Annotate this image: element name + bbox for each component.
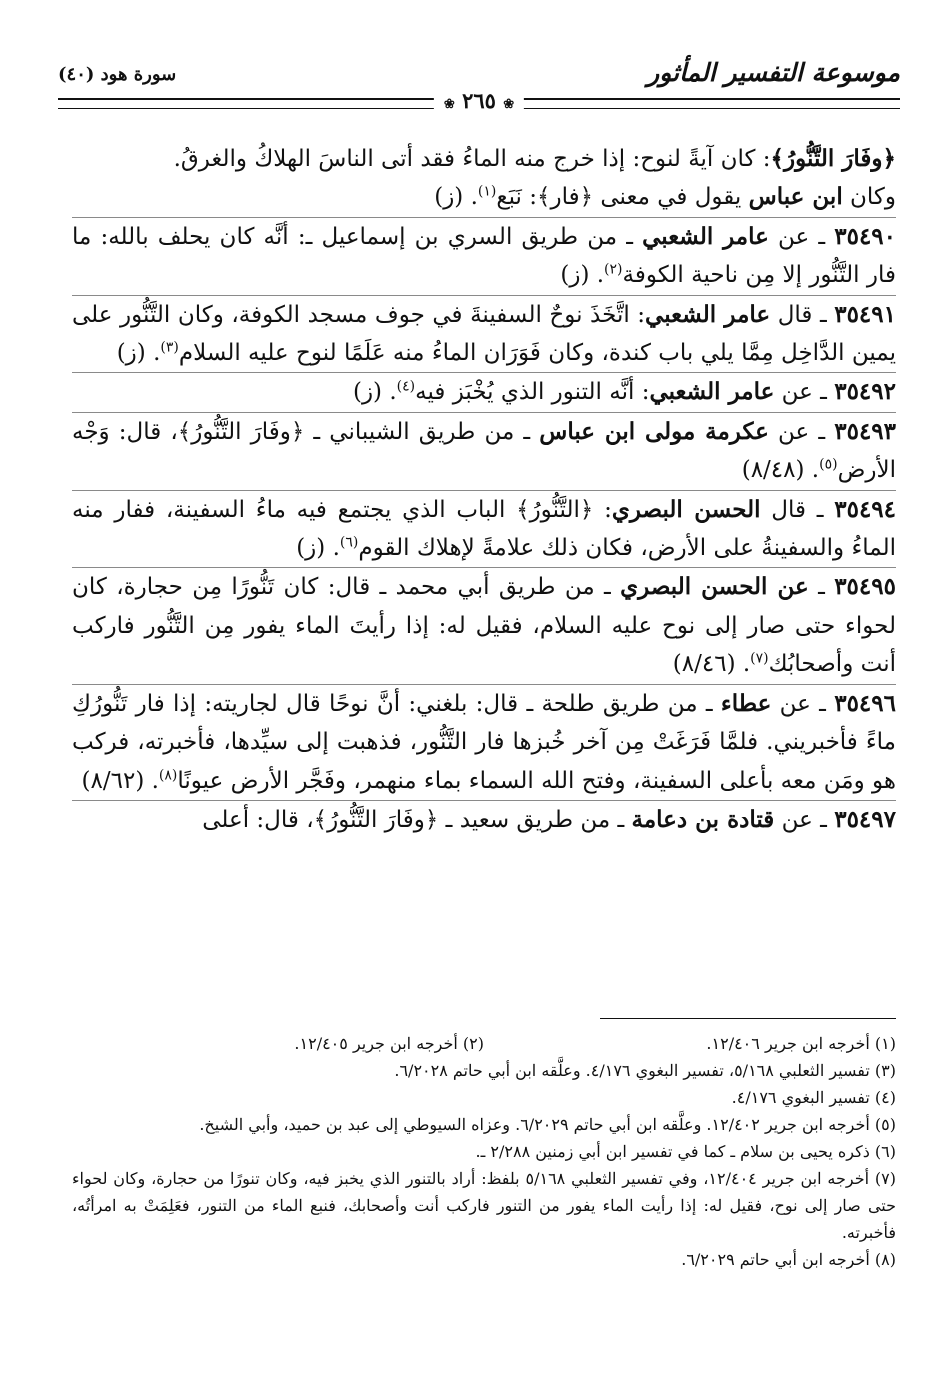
citation: . (٨/٤٦) — [672, 651, 751, 678]
citation: . (ز) — [116, 340, 161, 367]
footnote: (٤) تفسير البغوي ٤/١٧٦. — [731, 1088, 896, 1107]
narration-number: ٣٥٤٩٣ — [834, 417, 897, 445]
narration-number: ٣٥٤٩٤ — [834, 495, 897, 523]
footnote: (٢) أخرجه ابن جرير ١٢/٤٠٥. — [294, 1034, 484, 1053]
paragraph-text: ـ من طريق الشيباني ـ ﴿وفَارَ التَّنُّورُ﴾، قال: وَجْه الأرض — [72, 418, 896, 484]
narrator-name: عطاء — [720, 689, 772, 717]
paragraph-pre: ـ — [808, 574, 835, 601]
paragraph — [72, 490, 896, 568]
narrator-name: الحسن البصري — [611, 495, 761, 523]
paragraph-text: : ﴿التَّنُّورُ﴾ الباب الذي يجتمع فيه ماءُ السفينة، ففار منه الماءُ والسفينةُ على الأرض، فكان ذلك علامةً لإهلاك القوم — [72, 496, 896, 562]
citation: . (ز) — [352, 379, 397, 406]
footnote: (٧) أخرجه ابن جرير ١٢/٤٠٤، وفي تفسير الثعلبي ٥/١٦٨ بلفظ: أراد بالتنور الذي يخبز فيه، وكان تنورًا من حجارة، وكان لحواء حتى صار إلى نوح، فقيل له: إذا رأيت الماء يفور من التنور فاركب أنت وأصحابك، فنبع الماء من التنور، فعَلِمَتْ به امرأتُه، فأخبرته. — [72, 1169, 896, 1242]
paragraph-pre: ـ عن — [774, 379, 835, 406]
narration-number: ٣٥٤٩١ — [834, 300, 896, 328]
narrator-name: عامر الشعبي — [642, 222, 769, 250]
footnote-marker[interactable]: (٢) — [604, 261, 623, 278]
paragraph-pre: ـ عن — [771, 690, 835, 717]
narration-number: ٣٥٤٩٦ — [834, 689, 896, 717]
paragraph-text: ـ من طريق سعيد ـ ﴿وفَارَ التَّنُّورُ﴾، قال: أعلى — [202, 806, 632, 833]
paragraph — [72, 140, 896, 217]
citation: . (ز) — [296, 535, 340, 562]
footnote-row — [72, 1030, 896, 1057]
narration-number: ٣٥٤٩٧ — [834, 805, 896, 833]
footnotes — [72, 1030, 896, 1273]
citation: . (٨/٤٨) — [741, 457, 820, 484]
footnote-rule — [600, 1018, 896, 1019]
quran-quote: ﴿وفَارَ التَّنُّورُ﴾ — [770, 145, 896, 172]
paragraph-pre: ـ عن — [774, 806, 835, 833]
paragraph-pre: ـ قال — [760, 496, 835, 523]
footnote: (٦) ذكره يحيى بن سلام ـ كما في تفسير ابن أبي زمنين ٢/٢٨٨ ـ. — [475, 1142, 896, 1161]
paragraph-pre: ـ عن — [768, 223, 835, 250]
paragraph-pre: وكان — [842, 184, 896, 211]
footnote-marker[interactable]: (٥) — [819, 456, 838, 473]
footnote-marker[interactable]: (٧) — [750, 650, 769, 667]
ornament-icon: ❀ — [503, 97, 515, 112]
footnote: (٥) أخرجه ابن جرير ١٢/٤٠٢. وعلَّقه ابن أبي حاتم ٦/٢٠٢٩. وعزاه السيوطي إلى عبد بن حميد، وأبي الشيخ. — [199, 1115, 896, 1134]
footnote-marker[interactable]: (٤) — [396, 378, 416, 395]
running-title: موسوعة التفسير المأثور — [647, 58, 900, 87]
footnote-marker[interactable]: (١) — [477, 183, 497, 200]
footnote: (١) أخرجه ابن جرير ١٢/٤٠٦. — [706, 1034, 896, 1053]
paragraph-text: : اتَّخَذَ نوحٌ السفينةَ في جوف مسجد الكوفة، وكان التَّنُّور على يمين الدَّاخِل مِمَّا يلي باب كندة، وكان فَوَرَان الماءُ منه عَلَمًا لنوح عليه السلام — [72, 301, 896, 367]
paragraph-text: ـ من طريق السري بن إسماعيل ـ: أنَّه كان يحلف بالله: ما فار التَّنُّور إلا مِن ناحية الكوفة — [72, 223, 896, 289]
footnote-marker[interactable]: (٨) — [158, 766, 178, 783]
paragraph — [72, 684, 896, 800]
paragraph — [72, 372, 896, 411]
footnote-marker[interactable]: (٦) — [339, 534, 359, 551]
narrator-name: ابن عباس — [748, 183, 843, 211]
narration-number: ٣٥٤٩٢ — [834, 378, 896, 406]
paragraph — [72, 412, 896, 490]
paragraph-pre: ـ عن — [768, 418, 835, 445]
citation: . (ز) — [560, 262, 605, 289]
page-number — [434, 88, 524, 113]
narrator-name: قتادة بن دعامة — [631, 805, 775, 833]
narrator-name: عكرمة مولى ابن عباس — [539, 417, 769, 445]
surah-name: سورة هود (٤٠) — [58, 64, 177, 85]
footnote: (٣) تفسير الثعلبي ٥/١٦٨، تفسير البغوي ٤/١٧٦. وعلَّقه ابن أبي حاتم ٦/٢٠٢٨. — [394, 1061, 896, 1080]
paragraph-pre: ـ قال — [770, 301, 835, 328]
narration-number: ٣٥٤٩٥ — [834, 573, 896, 601]
paragraph — [72, 567, 896, 683]
footnote-marker[interactable]: (٣) — [160, 339, 179, 356]
page-number-value: ٢٦٥ — [462, 88, 496, 113]
paragraph — [72, 217, 896, 295]
page-header — [58, 58, 900, 138]
narrator-name: عن الحسن البصري — [620, 573, 809, 601]
citation: . (ز) — [434, 184, 478, 211]
narration-number: ٣٥٤٩٠ — [834, 222, 897, 250]
paragraph-text: : كان آيةً لنوح: إذا خرج منه الماءُ فقد أتى الناسَ الهلاكُ والغرقُ. — [173, 146, 771, 172]
paragraph-text: يقول في معنى ﴿فار﴾: نَبَع — [496, 184, 749, 211]
ornament-icon: ❀ — [443, 97, 455, 112]
paragraph-text: ـ من طريق طلحة ـ قال: بلغني: أنَّ نوحًا قال لجاريته: إذا فار تَنُّورُكِ ماءً فأخبريني. فلمَّا فَرَغَتْ مِن آخر خُبزها فار التَّنُّور، فذهبت إلى سيِّدها، فأخبرته، فركب هو ومَن معه بأعلى السفينة، وفتح الله السماء بماء منهمر، وفَجَّر الأرض عيونًا — [72, 690, 897, 794]
citation: . (٨/٦٢) — [81, 767, 159, 794]
paragraph — [72, 295, 896, 373]
body-text — [72, 140, 896, 839]
narrator-name: عامر الشعبي — [645, 300, 771, 328]
paragraph — [72, 800, 896, 839]
paragraph-text: ـ من طريق أبي محمد ـ قال: كان تَنُّورًا مِن حجارة، كان لحواء حتى صار إلى نوح عليه السلام، فقيل له: إذا رأيتَ الماء يفور مِن التَّنُّور فاركب أنت وأصحابُك — [72, 574, 896, 678]
narrator-name: عامر الشعبي — [649, 378, 775, 406]
footnote: (٨) أخرجه ابن أبي حاتم ٦/٢٠٢٩. — [681, 1250, 896, 1269]
paragraph-text: : أنَّه التنور الذي يُخْبَز فيه — [415, 379, 650, 406]
